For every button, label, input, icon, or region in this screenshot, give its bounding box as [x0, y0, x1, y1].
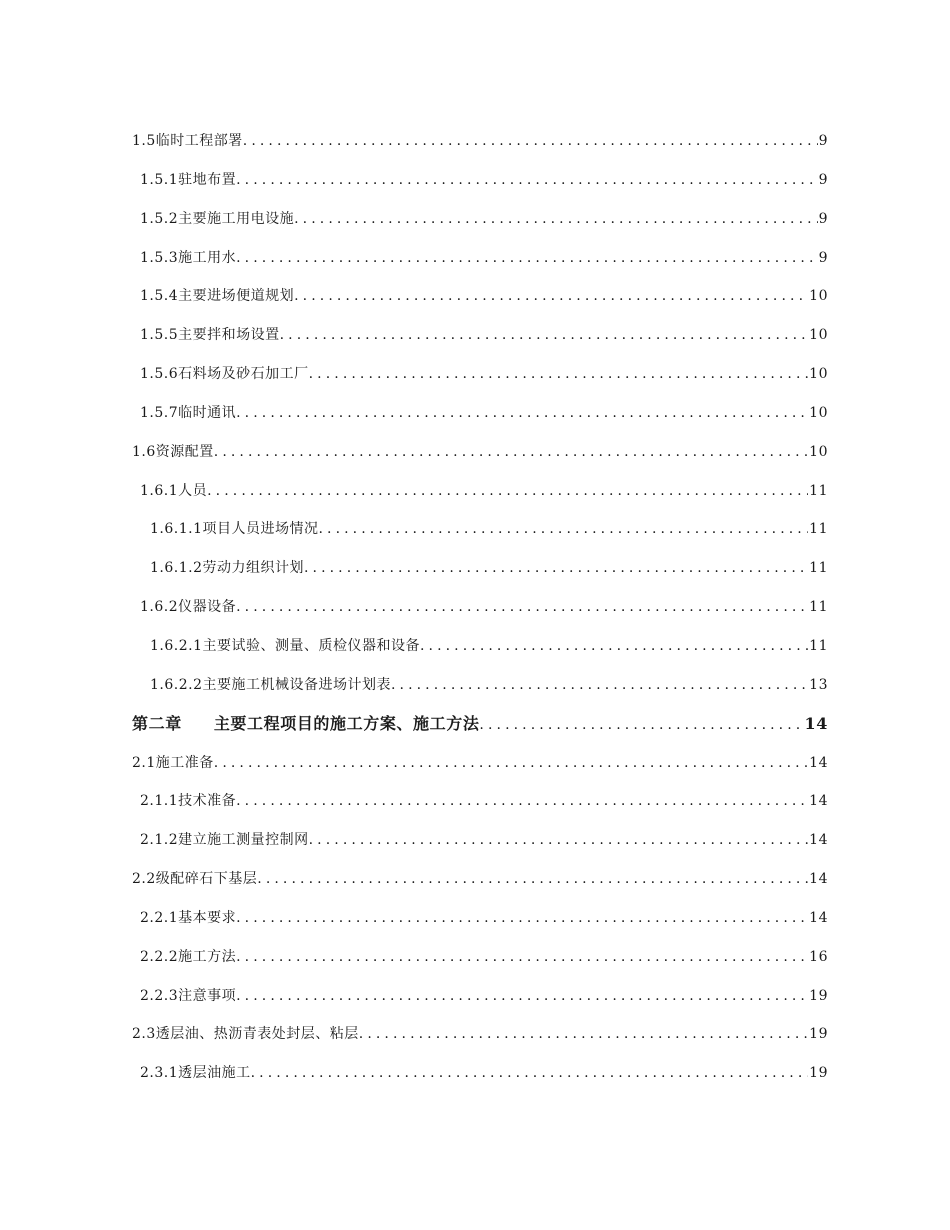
toc-entry-heading	[140, 821, 309, 860]
toc-page-number: 9	[818, 171, 828, 188]
toc-entry-heading	[140, 899, 236, 938]
toc-entry-number: 2.2.3	[140, 987, 179, 1004]
toc-dot-leader	[309, 821, 809, 860]
toc-entry[interactable]	[132, 938, 828, 977]
toc-dot-leader	[236, 394, 808, 433]
toc-entry[interactable]	[132, 316, 828, 355]
toc-entry-heading	[140, 200, 294, 239]
toc-dot-leader	[391, 666, 808, 705]
toc-entry-heading	[140, 394, 236, 433]
toc-entry-number: 1.5.4	[140, 288, 179, 305]
toc-entry-heading	[150, 666, 391, 705]
toc-entry-heading	[140, 355, 309, 394]
toc-entry-title: 基本要求	[178, 909, 237, 926]
toc-page-number: 10	[809, 443, 828, 460]
toc-page-number: 19	[809, 1026, 828, 1043]
toc-page-number: 11	[809, 482, 828, 499]
toc-entry[interactable]	[132, 277, 828, 316]
toc-entry-title: 主要进场便道规划	[178, 288, 295, 305]
toc-page-number: 11	[809, 599, 828, 616]
toc-entry-title: 透层油、热沥青表处封层、粘层	[155, 1026, 359, 1043]
toc-entry[interactable]	[132, 782, 828, 821]
toc-entry[interactable]	[132, 627, 828, 666]
toc-entry[interactable]	[132, 588, 828, 627]
toc-entry-number: 1.6.1.2	[150, 560, 203, 577]
toc-entry[interactable]	[132, 394, 828, 433]
toc-entry[interactable]	[132, 821, 828, 860]
toc-entry[interactable]	[132, 239, 828, 278]
toc-entry[interactable]	[132, 899, 828, 938]
toc-page-number: 11	[809, 637, 828, 654]
toc-entry-number: 2.3.1	[140, 1065, 179, 1082]
toc-entry-title: 驻地布置	[178, 171, 237, 188]
toc-entry-number: 1.5.3	[140, 249, 179, 266]
toc-entry[interactable]	[132, 1054, 828, 1093]
toc-entry-number: 第二章	[132, 713, 182, 733]
toc-entry-heading	[150, 549, 304, 588]
toc-entry-number: 1.5.7	[140, 404, 179, 421]
toc-entry-number: 1.5.1	[140, 171, 179, 188]
toc-entry[interactable]	[132, 977, 828, 1016]
toc-page-number: 10	[809, 404, 828, 421]
toc-page-number: 11	[809, 560, 828, 577]
toc-dot-leader	[214, 744, 808, 783]
toc-entry-number: 1.5.6	[140, 366, 179, 383]
toc-entry-number: 1.6	[132, 443, 156, 460]
toc-dot-leader	[359, 1015, 808, 1054]
toc-page-number: 14	[804, 713, 828, 733]
toc-dot-leader	[280, 316, 809, 355]
toc-dot-leader	[318, 510, 808, 549]
toc-entry-number: 1.5	[132, 133, 156, 149]
toc-entry-number: 2.2.2	[140, 948, 179, 965]
toc-entry-title: 注意事项	[178, 987, 237, 1004]
toc-entry-number: 1.6.1.1	[150, 521, 203, 538]
toc-entry-title: 级配碎石下基层	[155, 871, 258, 888]
toc-page-number: 14	[809, 832, 828, 849]
toc-page-number: 10	[809, 366, 828, 383]
toc-entry-title: 施工准备	[155, 754, 214, 771]
toc-entry-number: 1.6.2.2	[150, 676, 203, 693]
toc-entry-number: 1.6.2	[140, 599, 179, 616]
toc-entry-number: 1.5.2	[140, 210, 179, 227]
toc-entry-title: 人员	[178, 482, 208, 499]
toc-entry-number: 2.2.1	[140, 909, 179, 926]
toc-page-number: 9	[818, 133, 828, 149]
toc-entry-heading	[140, 239, 236, 278]
toc-page-number: 14	[809, 909, 828, 926]
toc-entry-heading	[132, 433, 214, 472]
toc-entry-heading	[140, 472, 207, 511]
toc-entry-title: 施工用水	[178, 249, 237, 266]
toc-dot-leader	[304, 549, 808, 588]
toc-dot-leader	[236, 588, 808, 627]
toc-entry-heading	[132, 1015, 359, 1054]
toc-entry-title: 透层油施工	[178, 1065, 251, 1082]
toc-entry-heading	[150, 627, 420, 666]
toc-entry-title: 施工方法	[178, 948, 237, 965]
toc-entry-title: 技术准备	[178, 793, 237, 810]
toc-entry-title: 主要试验、测量、质检仪器和设备	[202, 637, 420, 654]
toc-entry-title: 项目人员进场情况	[202, 521, 319, 538]
toc-dot-leader	[236, 899, 808, 938]
toc-dot-leader	[236, 938, 808, 977]
toc-entry[interactable]	[132, 744, 828, 783]
toc-entry-title: 劳动力组织计划	[202, 560, 304, 577]
toc-entry-heading	[140, 277, 294, 316]
toc-entry[interactable]	[132, 200, 828, 239]
toc-entry-number: 2.1	[132, 754, 156, 771]
toc-page-number: 10	[809, 288, 828, 305]
toc-entry[interactable]	[132, 122, 828, 161]
toc-entry-title: 临时工程部署	[155, 133, 243, 149]
toc-entry-heading	[140, 316, 280, 355]
toc-entry-heading	[140, 1054, 251, 1093]
toc-entry-title: 仪器设备	[178, 599, 237, 616]
toc-page-number: 19	[809, 987, 828, 1004]
toc-entry[interactable]	[132, 161, 828, 200]
toc-entry-number: 2.1.1	[140, 793, 179, 810]
toc-entry[interactable]	[132, 860, 828, 899]
toc-page-number: 16	[809, 948, 828, 965]
toc-page-number: 9	[818, 249, 828, 266]
toc-entry-number: 2.3	[132, 1026, 156, 1043]
toc-dot-leader	[214, 433, 808, 472]
toc-dot-leader	[294, 277, 808, 316]
toc-entry[interactable]	[132, 433, 828, 472]
toc-dot-leader	[257, 860, 808, 899]
toc-entry[interactable]	[132, 355, 828, 394]
toc-entry[interactable]	[132, 472, 828, 511]
toc-entry-number: 1.5.5	[140, 327, 179, 344]
toc-page-number: 19	[809, 1065, 828, 1082]
toc-dot-leader	[479, 706, 803, 744]
toc-page-number: 13	[809, 676, 828, 693]
toc-dot-leader	[236, 977, 808, 1016]
toc-entry-number: 1.6.1	[140, 482, 179, 499]
toc-entry-title: 资源配置	[155, 443, 214, 460]
toc-entry[interactable]	[132, 549, 828, 588]
toc-entry[interactable]	[132, 666, 828, 705]
table-of-contents	[132, 122, 828, 1093]
toc-entry-heading	[140, 161, 236, 200]
toc-entry[interactable]	[132, 510, 828, 549]
toc-page-number: 9	[818, 210, 828, 227]
toc-page-number: 14	[809, 793, 828, 810]
toc-entry-heading	[140, 977, 236, 1016]
toc-entry-heading	[132, 860, 257, 899]
toc-dot-leader	[294, 200, 817, 239]
toc-chapter-entry[interactable]	[132, 705, 828, 744]
toc-dot-leader	[309, 355, 809, 394]
toc-entry-title: 建立施工测量控制网	[178, 832, 309, 849]
toc-entry-title: 主要拌和场设置	[178, 327, 280, 344]
toc-dot-leader	[251, 1054, 809, 1093]
toc-dot-leader	[236, 161, 817, 200]
toc-dot-leader	[420, 627, 808, 666]
toc-entry-title: 石料场及砂石加工厂	[178, 366, 309, 383]
toc-entry-title: 主要施工机械设备进场计划表	[202, 676, 391, 693]
toc-entry-heading	[140, 938, 236, 977]
toc-page-number: 11	[809, 521, 828, 538]
toc-page-number: 10	[809, 327, 828, 344]
toc-dot-leader	[236, 239, 817, 278]
toc-page-number: 14	[809, 871, 828, 888]
toc-entry-heading	[132, 744, 214, 783]
toc-entry-number: 2.1.2	[140, 832, 179, 849]
toc-dot-leader	[243, 122, 818, 161]
toc-entry-heading	[140, 782, 236, 821]
toc-entry-number: 1.6.2.1	[150, 637, 203, 654]
toc-page-number: 14	[809, 754, 828, 771]
toc-entry-heading	[140, 588, 236, 627]
toc-dot-leader	[207, 472, 808, 511]
toc-dot-leader	[236, 782, 808, 821]
toc-entry-title: 主要施工用电设施	[178, 210, 295, 227]
toc-entry-heading	[132, 122, 243, 161]
toc-entry-title: 临时通讯	[178, 404, 237, 421]
toc-entry[interactable]	[132, 1015, 828, 1054]
toc-entry-heading	[150, 510, 318, 549]
toc-entry-number: 2.2	[132, 871, 156, 888]
toc-entry-title: 主要工程项目的施工方案、施工方法	[213, 713, 480, 733]
toc-entry-heading	[132, 705, 479, 744]
